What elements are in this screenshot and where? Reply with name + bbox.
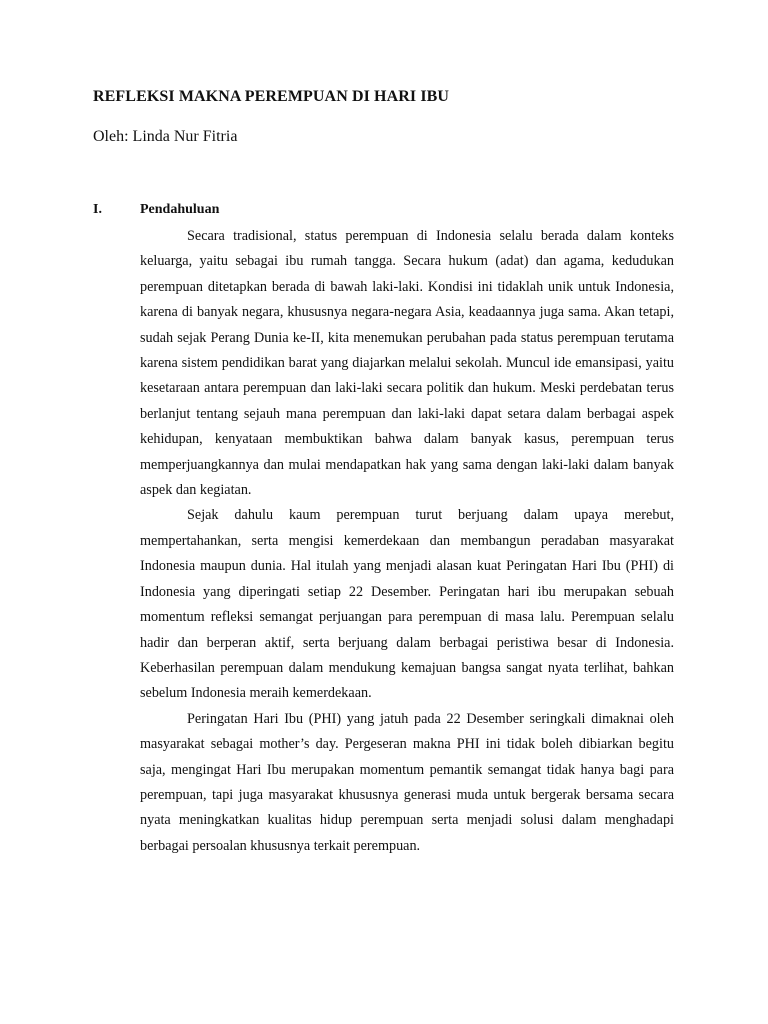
section-heading: Pendahuluan [140, 202, 220, 217]
author-line: Oleh: Linda Nur Fitria [93, 128, 238, 145]
paragraph: Peringatan Hari Ibu (PHI) yang jatuh pada 22 Desember seringkali dimaknai oleh masyarakat sebagai mother’s day. Pergeseran makna PHI ini tidak boleh dibiarkan begitu saja, mengingat Hari Ibu merupakan momentum pemantik semangat tidak hanya bagi para perempuan, tapi juga masyarakat khususnya generasi muda untuk bergerak bersama secara nyata meningkatkan kualitas hidup perempuan serta menjadi solusi dalam menghadapi berbagai persoalan khususnya terkait perempuan. [140, 710, 674, 854]
document-title: REFLEKSI MAKNA PEREMPUAN DI HARI IBU [93, 88, 450, 105]
paragraph: Secara tradisional, status perempuan di Indonesia selalu berada dalam konteks keluarga, yaitu sebagai ibu rumah tangga. Secara hukum (adat) dan agama, kedudukan perempuan ditetapkan berada di bawah laki-laki. Kondisi ini tidaklah unik untuk Indonesia, karena di banyak negara, khususnya negara-negara Asia, keadaannya juga sama. Akan tetapi, sudah sejak Perang Dunia ke-II, kita menemukan perubahan pada status perempuan terutama karena sistem pendidikan barat yang diajarkan melalui sekolah. Muncul ide emansipasi, yaitu kesetaraan antara perempuan dan laki-laki secara politik dan hukum. Meski perdebatan terus berlanjut tentang sejauh mana perempuan dan laki-laki dapat setara dalam berbagai aspek kehidupan, kenyataan membuktikan bahwa dalam banyak kasus, perempuan terus memperjuangkannya dan mulai mendapatkan hak yang sama dengan laki-laki dalam banyak aspek dan kegiatan. [140, 228, 674, 499]
section-body [140, 224, 674, 859]
paragraph: Sejak dahulu kaum perempuan turut berjuang dalam upaya merebut, mempertahankan, serta mengisi kemerdekaan dan membangun peradaban masyarakat Indonesia maupun dunia. Hal itulah yang menjadi alasan kuat Peringatan Hari Ibu (PHI) di Indonesia yang diperingati setiap 22 Desember. Peringatan hari ibu merupakan sebuah momentum refleksi semangat perjuangan para perempuan di masa lalu. Perempuan selalu hadir dan berperan aktif, serta berjuang dalam berbagai peristiwa besar di Indonesia. Keberhasilan perempuan dalam mendukung kemajuan bangsa sangat nyata terlihat, bahkan sebelum Indonesia meraih kemerdekaan. [140, 507, 674, 702]
section-number: I. [93, 202, 102, 217]
